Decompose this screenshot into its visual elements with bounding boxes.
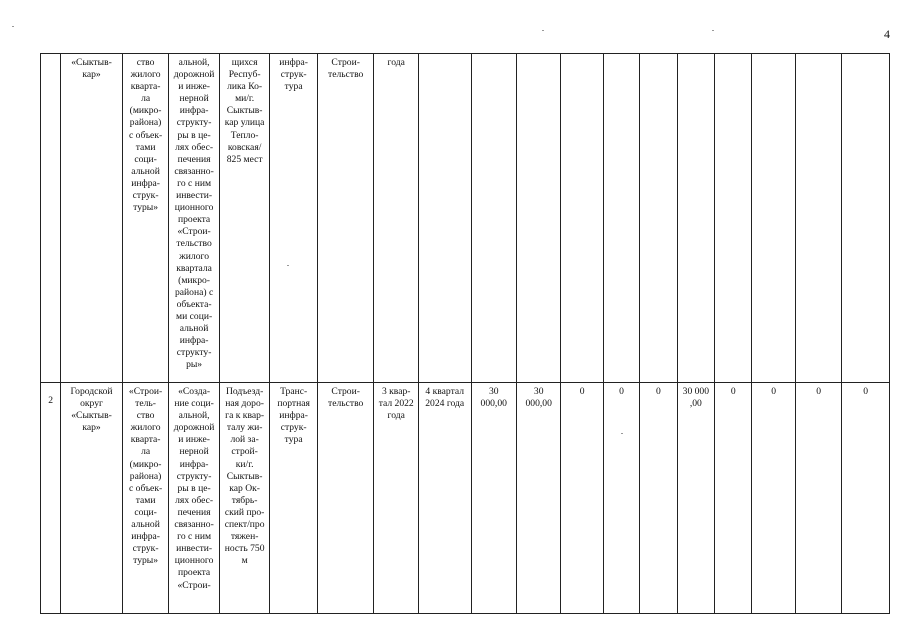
- amount-cell: [795, 54, 841, 383]
- amount-cell: 0: [561, 383, 603, 614]
- investment-project-cell: ство жилого квартa- ла (микро- района) с объек- тами соци- альной инфра- струк- туры»: [122, 54, 168, 383]
- amount-cell: 0: [842, 383, 890, 614]
- start-date-cell: года: [374, 54, 418, 383]
- projects-table: [40, 53, 890, 614]
- work-type-cell: Строи- тельство: [317, 383, 374, 614]
- amount-cell: [677, 54, 714, 383]
- amount-cell: [471, 54, 516, 383]
- object-location-cell: щихся Респуб- лика Ко- ми/г. Сыктыв- кар улица Тепло- ковская/ 825 мест: [219, 54, 270, 383]
- amount-cell: 0: [640, 383, 677, 614]
- infrastructure-type-cell: Транс- портная инфра- струк- тура: [270, 383, 318, 614]
- end-date-cell: 4 квартал 2024 года: [418, 383, 471, 614]
- amount-cell: 30 000,00: [516, 383, 560, 614]
- amount-cell: 30 000,00: [471, 383, 516, 614]
- amount-cell: [752, 54, 795, 383]
- amount-cell: [640, 54, 677, 383]
- table-row: [41, 383, 890, 614]
- municipality-cell: «Сыктыв- кар»: [61, 54, 123, 383]
- page-number: 4: [884, 27, 890, 41]
- amount-cell: 0: [752, 383, 795, 614]
- row-number-cell: [41, 54, 61, 383]
- row-number-cell: 2: [41, 383, 61, 614]
- municipality-cell: Городской округ «Сыктыв- кар»: [61, 383, 123, 614]
- amount-cell: 0: [715, 383, 752, 614]
- amount-cell: [603, 54, 639, 383]
- start-date-cell: 3 квар- тал 2022 года: [374, 383, 418, 614]
- event-name-cell: «Созда- ние соци- альной, дорожной и инже- нерной инфра- структу- ры в це- лях обес- печения связанно- го с ним инвести- ционного проекта «Строи-: [169, 383, 220, 614]
- scan-speck: [542, 30, 544, 31]
- amount-cell: [516, 54, 560, 383]
- event-name-cell: альной, дорожной и инже- нерной инфра- структу- ры в це- лях обес- печения связанно- го с ним инвести- ционного проекта «Строи- тельство жилого квартала (микро- района) с объекта- ми соци- альной инфра- структу- ры»: [169, 54, 220, 383]
- amount-cell: [842, 54, 890, 383]
- investment-project-cell: «Строи- тель- ство жилого квартa- ла (микро- района) с объек- тами соци- альной инфра- струк- туры»: [122, 383, 168, 614]
- scan-speck: [12, 26, 14, 27]
- amount-cell: 0: [603, 383, 639, 614]
- amount-cell: [715, 54, 752, 383]
- infrastructure-type-cell: инфра- струк- тура: [270, 54, 318, 383]
- amount-cell: [561, 54, 603, 383]
- object-location-cell: Подъезд- ная доро- га к квар- талу жи- лой за- строй- ки/г. Сыктыв- кар Ок- тябрь- ский про- спект/про тяжен- ность 750 м: [219, 383, 270, 614]
- scan-speck: [712, 30, 714, 31]
- amount-cell: 0: [795, 383, 841, 614]
- work-type-cell: Строи- тельство: [317, 54, 374, 383]
- end-date-cell: [418, 54, 471, 383]
- document-sheet: [40, 53, 890, 607]
- table-row: [41, 54, 890, 383]
- amount-cell: 30 000 ,00: [677, 383, 714, 614]
